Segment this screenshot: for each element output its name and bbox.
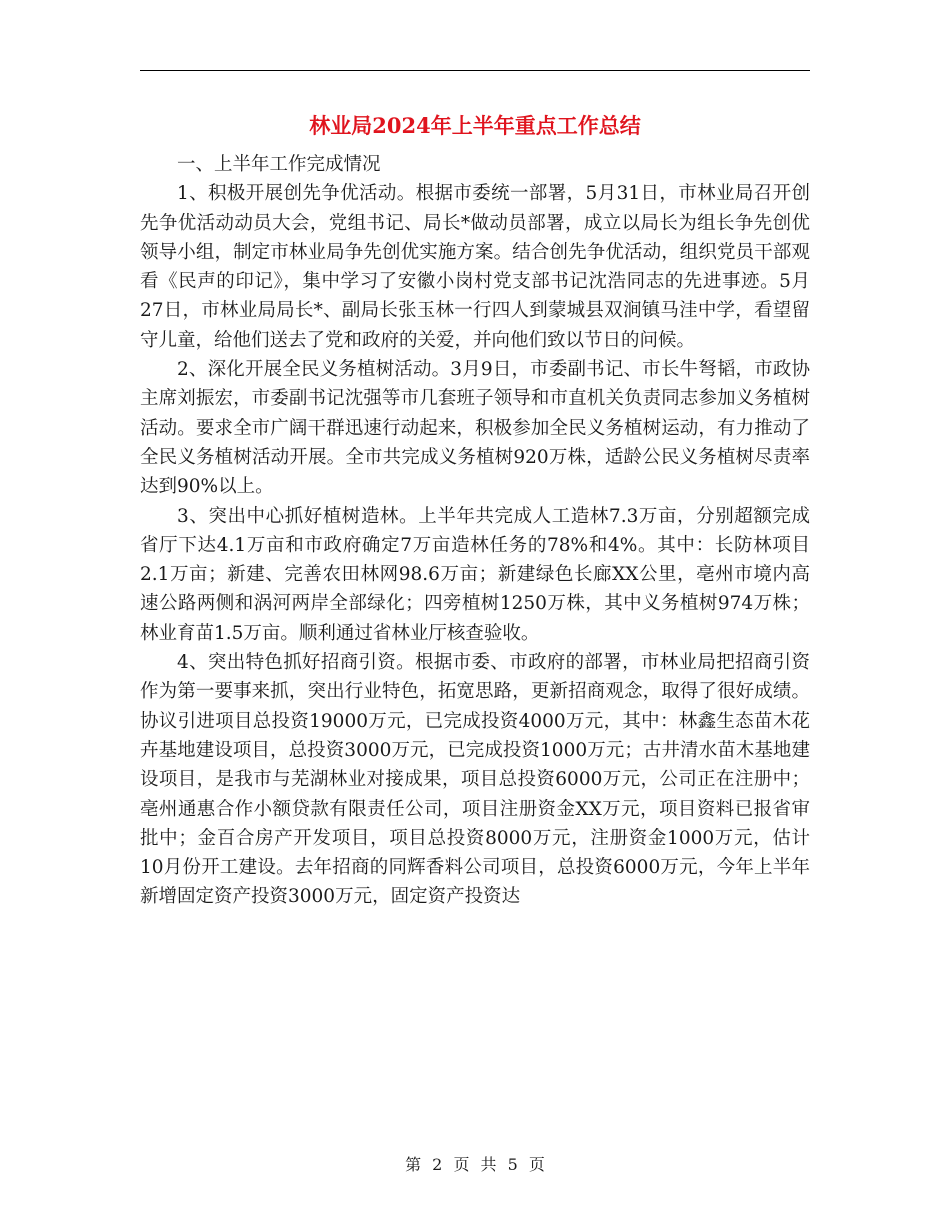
section-heading: 一、上半年工作完成情况 — [177, 154, 381, 175]
paragraph-2: 2、深化开展全民义务植树活动。3月9日，市委副书记、市长牛弩韬，市政协主席刘振宏，市委副书记沈强等市几套班子领导和市直机关负责同志参加义务植树活动。要求全市广阔干群迅速行动起来，积极参加全民义务植树运动，有力推动了全民义务植树活动开展。全市共完成义务植树920万株，适龄公民义务植树尽责率达到90%以上。 — [140, 359, 810, 498]
document-body — [140, 150, 810, 912]
header-rule — [140, 70, 810, 71]
document-title: 林业局2024年上半年重点工作总结 — [309, 113, 641, 138]
paragraph-1: 1、积极开展创先争优活动。根据市委统一部署，5月31日，市林业局召开创先争优活动动员大会，党组书记、局长*做动员部署，成立以局长为组长争先创优领导小组，制定市林业局争先创优实施方案。结合创先争优活动，组织党员干部观看《民声的印记》，集中学习了安徽小岗村党支部书记沈浩同志的先进事迹。5月27日，市林业局局长*、副局长张玉林一行四人到蒙城县双涧镇马洼中学，看望留守儿童，给他们送去了党和政府的关爱，并向他们致以节日的问候。 — [140, 183, 810, 351]
page-number: 第 2 页 共 5 页 — [405, 1155, 545, 1174]
paragraph-4: 4、突出特色抓好招商引资。根据市委、市政府的部署，市林业局把招商引资作为第一要事来抓，突出行业特色，拓宽思路，更新招商观念，取得了很好成绩。协议引进项目总投资19000万元，已完成投资4000万元，其中：林鑫生态苗木花卉基地建设项目，总投资3000万元，已完成投资1000万元；古井清水苗木基地建设项目，是我市与芜湖林业对接成果，项目总投资6000万元，公司正在注册中；亳州通惠合作小额贷款有限责任公司，项目注册资金XX万元，项目资料已报省审批中；金百合房产开发项目，项目总投资8000万元，注册资金1000万元，估计10月份开工建设。去年招商的同辉香料公司项目，总投资6000万元，今年上半年新增固定资产投资3000万元，固定资产投资达 — [140, 652, 810, 908]
paragraph-3: 3、突出中心抓好植树造林。上半年共完成人工造林7.3万亩，分别超额完成省厅下达4.1万亩和市政府确定7万亩造林任务的78%和4%。其中：长防林项目2.1万亩；新建、完善农田林网98.6万亩；新建绿色长廊XX公里，亳州市境内高速公路两侧和涡河两岸全部绿化；四旁植树1250万株，其中义务植树974万株；林业育苗1.5万亩。顺利通过省林业厅核查验收。 — [140, 505, 810, 644]
